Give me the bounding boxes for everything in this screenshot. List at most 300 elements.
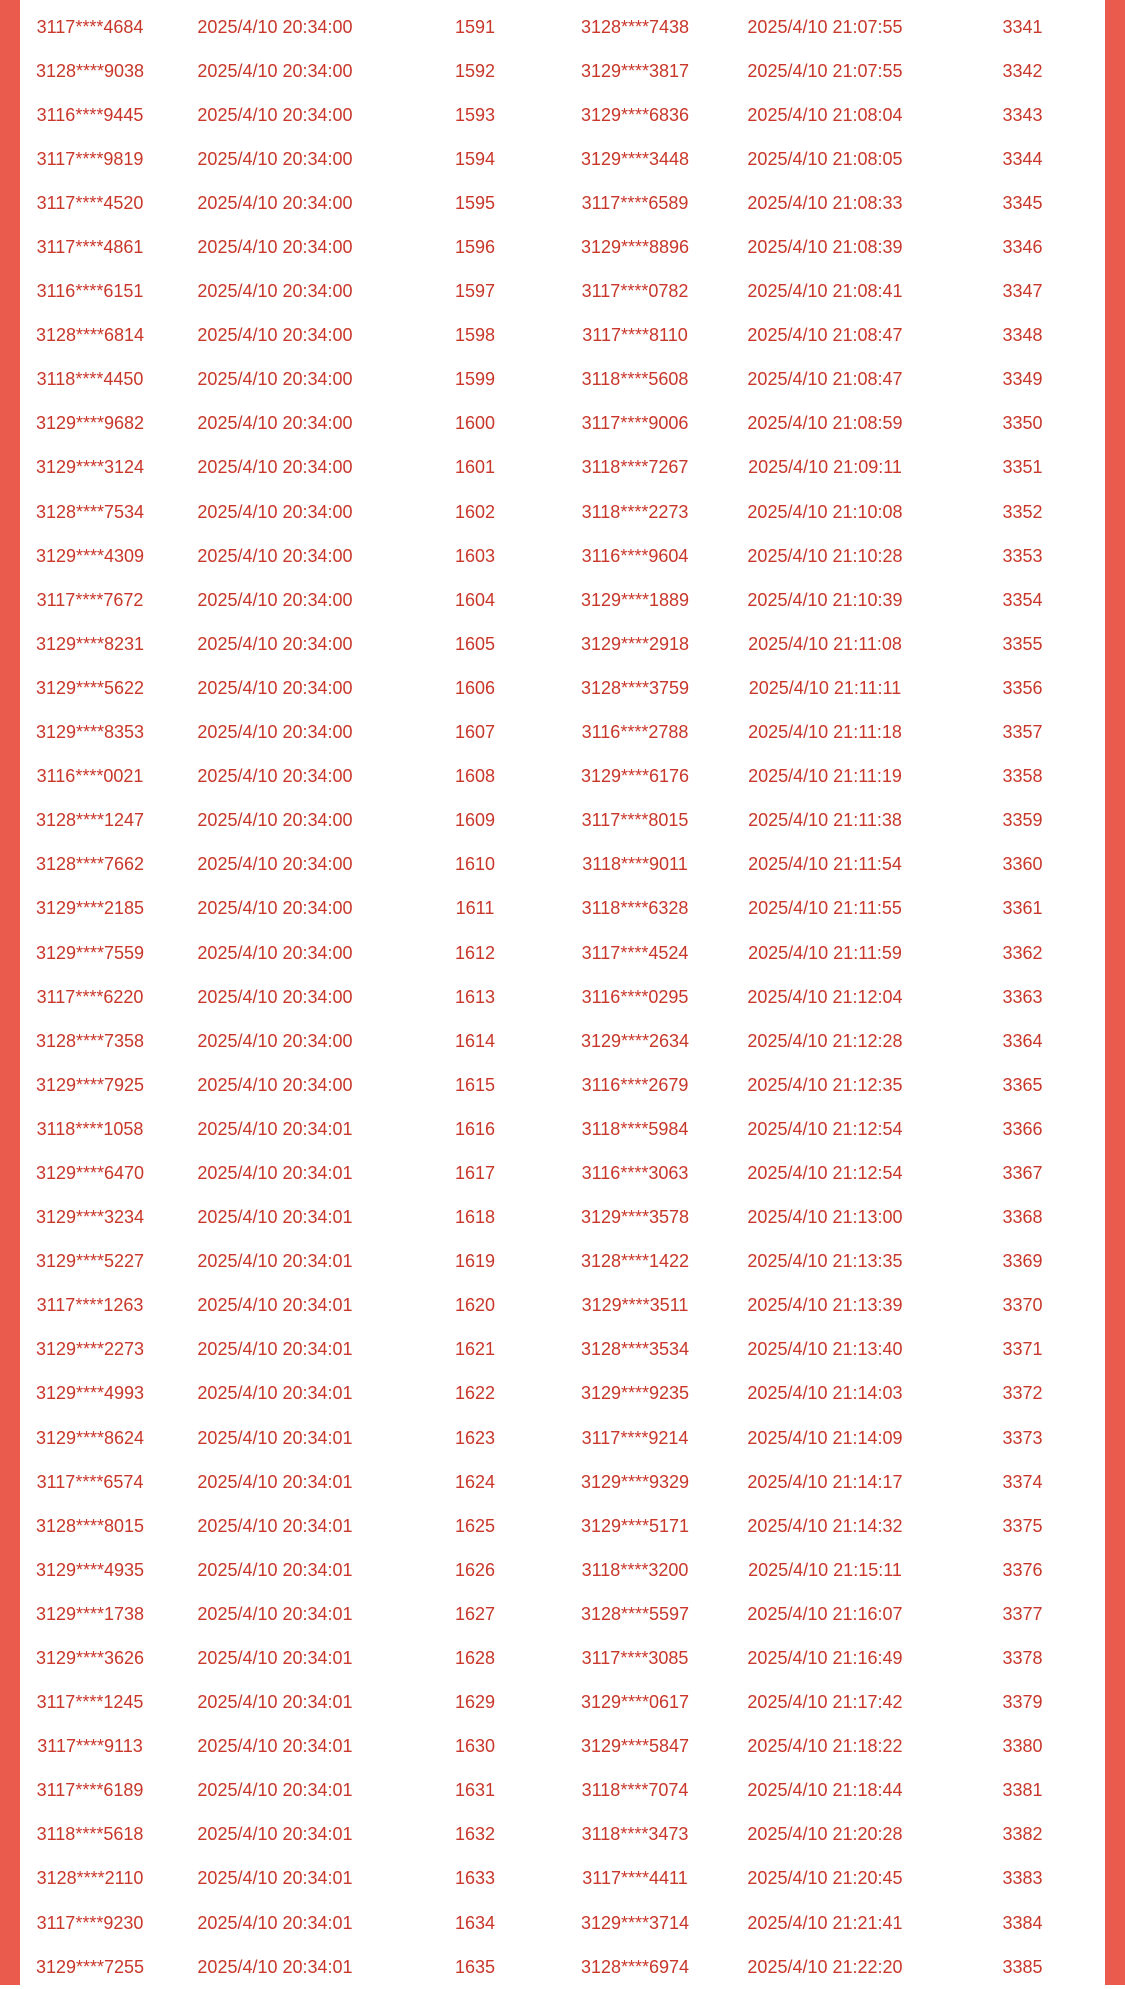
right-timestamp-cell: 2025/4/10 21:11:38 [748,810,902,831]
records-table [20,5,1105,1989]
left-account-id-cell: 3129****1738 [35,1603,145,1624]
right-rank-number-cell: 3368 [1002,1207,1043,1228]
right-timestamp-cell: 2025/4/10 21:08:05 [747,148,903,169]
left-account-id-cell: 3116****0021 [36,766,144,787]
right-account-id-cell: 3117****0782 [581,281,689,302]
left-rank-number-cell: 1630 [454,1736,496,1757]
right-timestamp-cell: 2025/4/10 21:08:59 [747,413,903,434]
left-rank-number-cell: 1616 [454,1118,496,1139]
left-rank-number-cell: 1595 [454,192,496,213]
records-sheet [20,0,1105,1985]
left-timestamp-cell: 2025/4/10 20:34:01 [197,1427,353,1448]
table-row [20,49,1105,93]
right-timestamp-cell: 2025/4/10 21:12:54 [747,1118,903,1139]
right-rank-number-cell: 3347 [1002,281,1043,302]
right-timestamp-cell: 2025/4/10 21:08:39 [747,237,903,258]
right-account-id-cell: 3129****9329 [580,1471,690,1492]
right-account-id-cell: 3118****9011 [582,854,688,875]
table-row [20,93,1105,137]
left-timestamp-cell: 2025/4/10 20:34:01 [197,1780,353,1801]
left-timestamp-cell: 2025/4/10 20:34:01 [197,1207,353,1228]
left-account-id-cell: 3118****1058 [36,1118,144,1139]
right-account-id-cell: 3128****3534 [580,1339,690,1360]
right-timestamp-cell: 2025/4/10 21:08:47 [747,369,903,390]
right-rank-number-cell: 3345 [1002,192,1043,213]
table-row [20,755,1105,799]
right-timestamp-cell: 2025/4/10 21:13:35 [747,1251,903,1272]
left-account-id-cell: 3129****7925 [35,1074,145,1095]
left-account-id-cell: 3129****7559 [35,942,145,963]
right-timestamp-cell: 2025/4/10 21:16:49 [747,1648,903,1669]
left-rank-number-cell: 1618 [454,1207,496,1228]
right-timestamp-cell: 2025/4/10 21:10:28 [747,545,903,566]
left-rank-number-cell: 1635 [454,1956,496,1977]
left-rank-number-cell: 1593 [454,104,496,125]
left-account-id-cell: 3128****6814 [35,325,145,346]
table-row [20,1857,1105,1901]
left-account-id-cell: 3129****8624 [35,1427,145,1448]
left-rank-number-cell: 1624 [454,1471,496,1492]
right-account-id-cell: 3129****3714 [580,1912,690,1933]
table-row [20,1769,1105,1813]
right-account-id-cell: 3118****2273 [581,501,689,522]
left-rank-number-cell: 1629 [454,1692,496,1713]
left-timestamp-cell: 2025/4/10 20:34:00 [197,898,353,919]
left-rank-number-cell: 1597 [454,281,496,302]
right-timestamp-cell: 2025/4/10 21:13:00 [747,1207,903,1228]
table-row [20,534,1105,578]
left-account-id-cell: 3129****5622 [35,677,145,698]
right-rank-number-cell: 3378 [1002,1648,1043,1669]
right-timestamp-cell: 2025/4/10 21:14:17 [747,1471,903,1492]
right-rank-number-cell: 3371 [1002,1339,1043,1360]
left-account-id-cell: 3128****8015 [35,1515,145,1536]
left-timestamp-cell: 2025/4/10 20:34:00 [197,589,353,610]
left-timestamp-cell: 2025/4/10 20:34:00 [197,766,353,787]
right-account-id-cell: 3116****0295 [581,986,689,1007]
left-account-id-cell: 3118****4450 [36,369,144,390]
left-rank-number-cell: 1632 [454,1824,496,1845]
left-account-id-cell: 3129****8231 [35,633,145,654]
left-rank-number-cell: 1608 [454,766,496,787]
left-timestamp-cell: 2025/4/10 20:34:00 [197,854,353,875]
table-row [20,1019,1105,1063]
right-account-id-cell: 3129****1889 [580,589,690,610]
right-timestamp-cell: 2025/4/10 21:18:44 [747,1780,903,1801]
left-timestamp-cell: 2025/4/10 20:34:00 [197,677,353,698]
right-rank-number-cell: 3372 [1002,1383,1043,1404]
right-account-id-cell: 3117****4524 [581,942,689,963]
table-row [20,1240,1105,1284]
left-timestamp-cell: 2025/4/10 20:34:00 [197,722,353,743]
left-rank-number-cell: 1610 [454,854,496,875]
right-account-id-cell: 3129****5171 [580,1515,690,1536]
table-row [20,490,1105,534]
table-row [20,1548,1105,1592]
left-account-id-cell: 3129****3234 [35,1207,145,1228]
right-timestamp-cell: 2025/4/10 21:15:11 [748,1559,902,1580]
right-account-id-cell: 3129****6836 [580,104,690,125]
table-row [20,1372,1105,1416]
left-account-id-cell: 3128****1247 [35,810,145,831]
table-row [20,1151,1105,1195]
left-account-id-cell: 3117****6574 [36,1471,144,1492]
right-timestamp-cell: 2025/4/10 21:18:22 [747,1736,903,1757]
left-timestamp-cell: 2025/4/10 20:34:00 [197,104,353,125]
right-timestamp-cell: 2025/4/10 21:14:32 [747,1515,903,1536]
left-rank-number-cell: 1626 [454,1559,496,1580]
left-account-id-cell: 3128****7662 [35,854,145,875]
table-row [20,1328,1105,1372]
left-rank-number-cell: 1603 [454,545,496,566]
left-rank-number-cell: 1598 [454,325,496,346]
right-rank-number-cell: 3374 [1002,1471,1043,1492]
left-timestamp-cell: 2025/4/10 20:34:00 [197,148,353,169]
left-timestamp-cell: 2025/4/10 20:34:01 [197,1471,353,1492]
table-row [20,1945,1105,1989]
right-timestamp-cell: 2025/4/10 21:14:09 [747,1427,903,1448]
left-rank-number-cell: 1615 [454,1074,496,1095]
left-timestamp-cell: 2025/4/10 20:34:01 [197,1515,353,1536]
right-rank-number-cell: 3361 [1002,898,1043,919]
right-account-id-cell: 3128****6974 [580,1956,690,1977]
left-account-id-cell: 3117****6220 [36,986,144,1007]
right-account-id-cell: 3118****6328 [581,898,689,919]
right-timestamp-cell: 2025/4/10 21:12:28 [747,1030,903,1051]
right-rank-number-cell: 3360 [1002,854,1043,875]
table-row [20,1107,1105,1151]
right-rank-number-cell: 3364 [1002,1030,1043,1051]
right-rank-number-cell: 3367 [1002,1162,1043,1183]
table-row [20,666,1105,710]
left-rank-number-cell: 1602 [454,501,496,522]
table-row [20,887,1105,931]
left-rank-number-cell: 1631 [454,1780,496,1801]
table-row [20,181,1105,225]
right-rank-number-cell: 3384 [1002,1912,1043,1933]
left-timestamp-cell: 2025/4/10 20:34:00 [197,325,353,346]
right-rank-number-cell: 3369 [1002,1251,1043,1272]
right-timestamp-cell: 2025/4/10 21:10:08 [747,501,903,522]
left-account-id-cell: 3117****4684 [36,16,144,37]
right-account-id-cell: 3129****2918 [580,633,690,654]
right-account-id-cell: 3116****2679 [581,1074,689,1095]
left-timestamp-cell: 2025/4/10 20:34:00 [197,369,353,390]
left-timestamp-cell: 2025/4/10 20:34:00 [197,942,353,963]
right-rank-number-cell: 3342 [1002,60,1043,81]
right-timestamp-cell: 2025/4/10 21:21:41 [747,1912,903,1933]
right-account-id-cell: 3118****7074 [581,1780,689,1801]
right-account-id-cell: 3129****5847 [580,1736,690,1757]
right-rank-number-cell: 3351 [1002,457,1043,478]
left-account-id-cell: 3117****6189 [36,1780,144,1801]
table-row [20,1416,1105,1460]
left-rank-number-cell: 1599 [454,369,496,390]
table-row [20,1460,1105,1504]
left-rank-number-cell: 1628 [454,1648,496,1669]
left-account-id-cell: 3129****2185 [35,898,145,919]
left-account-id-cell: 3129****5227 [35,1251,145,1272]
right-rank-number-cell: 3382 [1002,1824,1043,1845]
left-account-id-cell: 3128****7534 [35,501,145,522]
left-timestamp-cell: 2025/4/10 20:34:01 [197,1736,353,1757]
left-timestamp-cell: 2025/4/10 20:34:01 [197,1295,353,1316]
left-account-id-cell: 3117****9113 [37,1736,143,1757]
left-account-id-cell: 3129****3626 [35,1648,145,1669]
left-timestamp-cell: 2025/4/10 20:34:01 [197,1824,353,1845]
left-timestamp-cell: 2025/4/10 20:34:01 [197,1383,353,1404]
left-timestamp-cell: 2025/4/10 20:34:00 [197,413,353,434]
right-account-id-cell: 3129****3448 [580,148,690,169]
right-timestamp-cell: 2025/4/10 21:08:33 [747,192,903,213]
right-account-id-cell: 3117****9006 [581,413,689,434]
right-timestamp-cell: 2025/4/10 21:10:39 [747,589,903,610]
left-timestamp-cell: 2025/4/10 20:34:01 [197,1648,353,1669]
left-timestamp-cell: 2025/4/10 20:34:00 [197,237,353,258]
right-account-id-cell: 3116****3063 [581,1162,689,1183]
left-rank-number-cell: 1609 [454,810,496,831]
left-rank-number-cell: 1594 [454,148,496,169]
right-timestamp-cell: 2025/4/10 21:11:59 [748,942,902,963]
right-account-id-cell: 3118****3200 [581,1559,689,1580]
table-row [20,314,1105,358]
left-account-id-cell: 3116****6151 [36,281,144,302]
left-timestamp-cell: 2025/4/10 20:34:00 [197,545,353,566]
right-timestamp-cell: 2025/4/10 21:11:19 [748,766,902,787]
table-row [20,1901,1105,1945]
left-account-id-cell: 3129****7255 [35,1956,145,1977]
right-rank-number-cell: 3366 [1002,1118,1043,1139]
right-rank-number-cell: 3346 [1002,237,1043,258]
table-row [20,270,1105,314]
table-row [20,5,1105,49]
right-rank-number-cell: 3373 [1002,1427,1043,1448]
right-rank-number-cell: 3353 [1002,545,1043,566]
right-border-strip [1105,0,1125,1985]
right-timestamp-cell: 2025/4/10 21:17:42 [747,1692,903,1713]
right-timestamp-cell: 2025/4/10 21:13:39 [747,1295,903,1316]
right-timestamp-cell: 2025/4/10 21:11:54 [748,854,902,875]
right-rank-number-cell: 3354 [1002,589,1043,610]
left-timestamp-cell: 2025/4/10 20:34:01 [197,1118,353,1139]
right-timestamp-cell: 2025/4/10 21:11:08 [748,633,902,654]
right-rank-number-cell: 3343 [1002,104,1043,125]
right-rank-number-cell: 3359 [1002,810,1043,831]
right-rank-number-cell: 3355 [1002,633,1043,654]
table-row [20,1196,1105,1240]
left-rank-number-cell: 1623 [454,1427,496,1448]
left-account-id-cell: 3129****4935 [35,1559,145,1580]
table-row [20,225,1105,269]
table-row [20,1813,1105,1857]
right-rank-number-cell: 3380 [1002,1736,1043,1757]
right-account-id-cell: 3118****5608 [581,369,689,390]
right-timestamp-cell: 2025/4/10 21:20:28 [747,1824,903,1845]
right-timestamp-cell: 2025/4/10 21:11:55 [748,898,902,919]
right-rank-number-cell: 3377 [1002,1603,1043,1624]
right-timestamp-cell: 2025/4/10 21:12:54 [747,1162,903,1183]
left-account-id-cell: 3117****1263 [36,1295,144,1316]
left-rank-number-cell: 1612 [454,942,496,963]
right-timestamp-cell: 2025/4/10 21:12:04 [747,986,903,1007]
table-row [20,622,1105,666]
left-account-id-cell: 3118****5618 [36,1824,144,1845]
right-rank-number-cell: 3375 [1002,1515,1043,1536]
left-account-id-cell: 3117****9819 [36,148,144,169]
left-timestamp-cell: 2025/4/10 20:34:00 [197,281,353,302]
left-rank-number-cell: 1596 [454,237,496,258]
table-row [20,1636,1105,1680]
left-account-id-cell: 3117****4520 [36,192,144,213]
left-account-id-cell: 3129****4993 [35,1383,145,1404]
right-rank-number-cell: 3349 [1002,369,1043,390]
right-timestamp-cell: 2025/4/10 21:08:04 [747,104,903,125]
left-rank-number-cell: 1625 [454,1515,496,1536]
left-timestamp-cell: 2025/4/10 20:34:00 [197,633,353,654]
right-timestamp-cell: 2025/4/10 21:16:07 [747,1603,903,1624]
left-account-id-cell: 3117****9230 [36,1912,144,1933]
left-timestamp-cell: 2025/4/10 20:34:01 [197,1603,353,1624]
table-row [20,1063,1105,1107]
right-account-id-cell: 3129****3511 [581,1295,689,1316]
right-rank-number-cell: 3362 [1002,942,1043,963]
left-rank-number-cell: 1614 [454,1030,496,1051]
left-rank-number-cell: 1591 [454,16,496,37]
table-row [20,578,1105,622]
right-account-id-cell: 3128****1422 [580,1251,690,1272]
left-account-id-cell: 3129****4309 [35,545,145,566]
left-account-id-cell: 3117****4861 [36,237,144,258]
right-rank-number-cell: 3379 [1002,1692,1043,1713]
right-timestamp-cell: 2025/4/10 21:11:18 [748,722,902,743]
left-timestamp-cell: 2025/4/10 20:34:01 [197,1162,353,1183]
left-timestamp-cell: 2025/4/10 20:34:01 [197,1868,353,1889]
table-row [20,402,1105,446]
right-timestamp-cell: 2025/4/10 21:14:03 [747,1383,903,1404]
right-account-id-cell: 3117****8110 [582,325,688,346]
right-timestamp-cell: 2025/4/10 21:07:55 [747,16,903,37]
right-account-id-cell: 3129****8896 [580,237,690,258]
left-rank-number-cell: 1613 [454,986,496,1007]
right-rank-number-cell: 3357 [1002,722,1043,743]
right-account-id-cell: 3128****5597 [580,1603,690,1624]
left-timestamp-cell: 2025/4/10 20:34:00 [197,1074,353,1095]
left-timestamp-cell: 2025/4/10 20:34:01 [197,1912,353,1933]
left-account-id-cell: 3129****2273 [35,1339,145,1360]
left-timestamp-cell: 2025/4/10 20:34:01 [197,1692,353,1713]
right-account-id-cell: 3129****3817 [580,60,690,81]
left-rank-number-cell: 1627 [454,1603,496,1624]
right-timestamp-cell: 2025/4/10 21:07:55 [747,60,903,81]
table-row [20,358,1105,402]
right-account-id-cell: 3117****4411 [582,1868,688,1889]
left-account-id-cell: 3128****2110 [36,1868,144,1889]
right-account-id-cell: 3117****3085 [581,1648,689,1669]
left-account-id-cell: 3117****1245 [36,1692,144,1713]
right-account-id-cell: 3129****9235 [580,1383,690,1404]
right-timestamp-cell: 2025/4/10 21:08:41 [747,281,903,302]
left-timestamp-cell: 2025/4/10 20:34:00 [197,501,353,522]
right-rank-number-cell: 3348 [1002,325,1043,346]
left-rank-number-cell: 1621 [454,1339,496,1360]
left-account-id-cell: 3128****7358 [35,1030,145,1051]
right-rank-number-cell: 3383 [1002,1868,1043,1889]
right-account-id-cell: 3117****9214 [581,1427,689,1448]
records-table-body [20,5,1105,1989]
right-rank-number-cell: 3352 [1002,501,1043,522]
right-account-id-cell: 3129****3578 [580,1207,690,1228]
right-rank-number-cell: 3341 [1002,16,1043,37]
left-rank-number-cell: 1606 [454,677,496,698]
left-rank-number-cell: 1634 [454,1912,496,1933]
left-timestamp-cell: 2025/4/10 20:34:00 [197,457,353,478]
left-rank-number-cell: 1605 [454,633,496,654]
right-rank-number-cell: 3385 [1002,1956,1043,1977]
right-rank-number-cell: 3356 [1002,677,1043,698]
right-account-id-cell: 3128****7438 [580,16,690,37]
table-row [20,1284,1105,1328]
table-row [20,799,1105,843]
right-rank-number-cell: 3370 [1002,1295,1043,1316]
right-account-id-cell: 3117****8015 [581,810,689,831]
left-border-strip [0,0,20,1985]
table-row [20,137,1105,181]
right-timestamp-cell: 2025/4/10 21:12:35 [747,1074,903,1095]
left-timestamp-cell: 2025/4/10 20:34:00 [197,1030,353,1051]
right-timestamp-cell: 2025/4/10 21:22:20 [747,1956,903,1977]
left-timestamp-cell: 2025/4/10 20:34:00 [197,192,353,213]
right-timestamp-cell: 2025/4/10 21:08:47 [747,325,903,346]
left-rank-number-cell: 1600 [454,413,496,434]
right-account-id-cell: 3129****0617 [580,1692,690,1713]
table-row [20,931,1105,975]
left-rank-number-cell: 1619 [454,1251,496,1272]
left-account-id-cell: 3116****9445 [36,104,144,125]
table-row [20,1681,1105,1725]
table-row [20,1504,1105,1548]
table-row [20,711,1105,755]
right-account-id-cell: 3129****2634 [580,1030,690,1051]
left-account-id-cell: 3129****8353 [35,722,145,743]
left-timestamp-cell: 2025/4/10 20:34:00 [197,810,353,831]
left-rank-number-cell: 1620 [454,1295,496,1316]
left-rank-number-cell: 1604 [454,589,496,610]
table-row [20,446,1105,490]
right-rank-number-cell: 3376 [1002,1559,1043,1580]
table-row [20,975,1105,1019]
left-timestamp-cell: 2025/4/10 20:34:01 [197,1339,353,1360]
left-rank-number-cell: 1617 [454,1162,496,1183]
right-timestamp-cell: 2025/4/10 21:20:45 [747,1868,903,1889]
table-row [20,843,1105,887]
right-timestamp-cell: 2025/4/10 21:09:11 [748,457,902,478]
left-rank-number-cell: 1622 [454,1383,496,1404]
right-rank-number-cell: 3381 [1002,1780,1043,1801]
left-account-id-cell: 3117****7672 [36,589,144,610]
table-row [20,1725,1105,1769]
right-account-id-cell: 3116****2788 [581,722,689,743]
right-account-id-cell: 3117****6589 [581,192,689,213]
right-account-id-cell: 3129****6176 [580,766,690,787]
right-account-id-cell: 3118****3473 [581,1824,689,1845]
right-account-id-cell: 3118****7267 [581,457,689,478]
table-row [20,1592,1105,1636]
left-timestamp-cell: 2025/4/10 20:34:01 [197,1251,353,1272]
right-rank-number-cell: 3358 [1002,766,1043,787]
left-rank-number-cell: 1611 [455,898,495,919]
left-rank-number-cell: 1633 [454,1868,496,1889]
left-rank-number-cell: 1592 [454,60,496,81]
